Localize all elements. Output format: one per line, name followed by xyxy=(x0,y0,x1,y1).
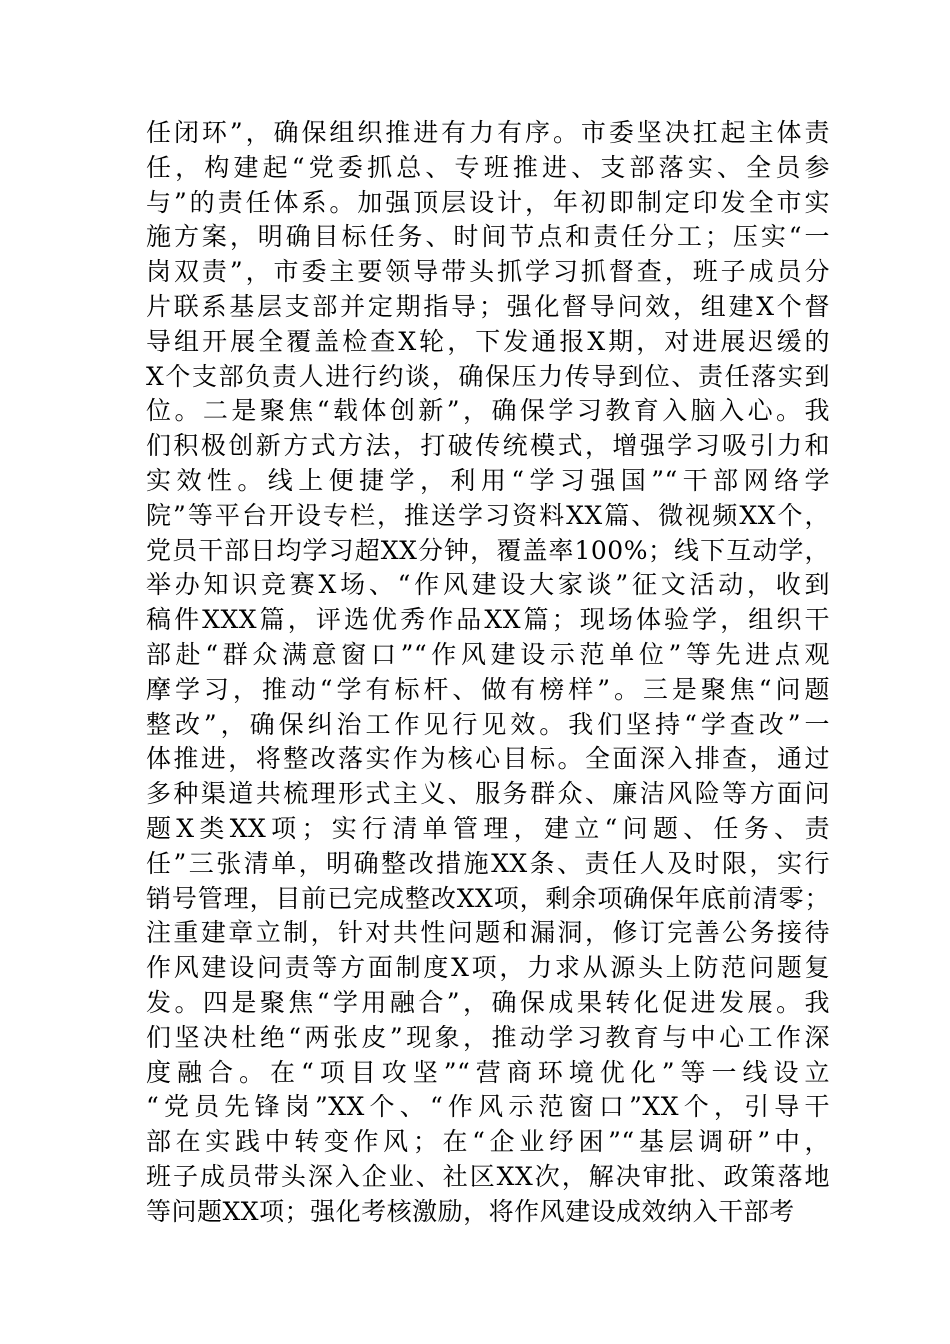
text-line: 导组开展全覆盖检查X轮，下发通报X期，对进展迟缓的 xyxy=(146,326,830,356)
text-line: 实效性。线上便捷学，利用“学习强国”“干部网络学 xyxy=(146,465,830,495)
text-line: 们坚决杜绝“两张皮”现象，推动学习教育与中心工作深 xyxy=(146,1022,830,1052)
text-line: 作风建设问责等方面制度X项，力求从源头上防范问题复 xyxy=(146,953,830,983)
text-line: 注重建章立制，针对共性问题和漏洞，修订完善公务接待 xyxy=(146,918,830,948)
text-line: 党员干部日均学习超XX分钟，覆盖率100%；线下互动学， xyxy=(146,535,830,565)
text-line: X个支部负责人进行约谈，确保压力传导到位、责任落实到 xyxy=(146,361,830,391)
text-line: 整改”，确保纠治工作见行见效。我们坚持“学查改”一 xyxy=(146,709,830,739)
text-line: 任”三张清单，明确整改措施XX条、责任人及时限，实行 xyxy=(146,848,830,878)
text-line: 部在实践中转变作风；在“企业纾困”“基层调研”中， xyxy=(146,1127,830,1157)
text-line: 片联系基层支部并定期指导；强化督导问效，组建X个督 xyxy=(146,291,830,321)
text-line: 等问题XX项；强化考核激励，将作风建设成效纳入干部考 xyxy=(146,1196,795,1226)
text-line: 发。四是聚焦“学用融合”，确保成果转化促进发展。我 xyxy=(146,987,830,1017)
text-line: 稿件XXX篇，评选优秀作品XX篇；现场体验学，组织干 xyxy=(146,605,830,635)
text-line: 与”的责任体系。加强顶层设计，年初即制定印发全市实 xyxy=(146,187,830,217)
text-line: 任，构建起“党委抓总、专班推进、支部落实、全员参 xyxy=(146,152,830,182)
text-line: 岗双责”，市委主要领导带头抓学习抓督查，班子成员分 xyxy=(146,257,830,287)
text-line: 任闭环”，确保组织推进有力有序。市委坚决扛起主体责 xyxy=(146,118,830,147)
text-line: 销号管理，目前已完成整改XX项，剩余项确保年底前清零； xyxy=(146,883,830,913)
text-line: 们积极创新方式方法，打破传统模式，增强学习吸引力和 xyxy=(146,431,830,461)
text-line: 部赴“群众满意窗口”“作风建设示范单位”等先进点观 xyxy=(146,639,830,669)
text-line: 院”等平台开设专栏，推送学习资料XX篇、微视频XX个， xyxy=(146,500,830,530)
text-line: 题X类XX项；实行清单管理，建立“问题、任务、责 xyxy=(146,813,830,843)
text-line: 举办知识竞赛X场、“作风建设大家谈”征文活动，收到 xyxy=(146,570,830,600)
body-text xyxy=(146,116,830,1230)
text-line: 班子成员带头深入企业、社区XX次，解决审批、政策落地 xyxy=(146,1161,830,1191)
text-line: 施方案，明确目标任务、时间节点和责任分工；压实“一 xyxy=(146,222,830,252)
text-line: “党员先锋岗”XX个、“作风示范窗口”XX个，引导干 xyxy=(146,1092,830,1122)
text-line: 多种渠道共梳理形式主义、服务群众、廉洁风险等方面问 xyxy=(146,779,830,809)
text-line: 摩学习，推动“学有标杆、做有榜样”。三是聚焦“问题 xyxy=(146,674,830,704)
text-line: 体推进，将整改落实作为核心目标。全面深入排查，通过 xyxy=(146,744,830,774)
text-line: 度融合。在“项目攻坚”“营商环境优化”等一线设立 xyxy=(146,1057,830,1087)
text-line: 位。二是聚焦“载体创新”，确保学习教育入脑入心。我 xyxy=(146,396,830,426)
